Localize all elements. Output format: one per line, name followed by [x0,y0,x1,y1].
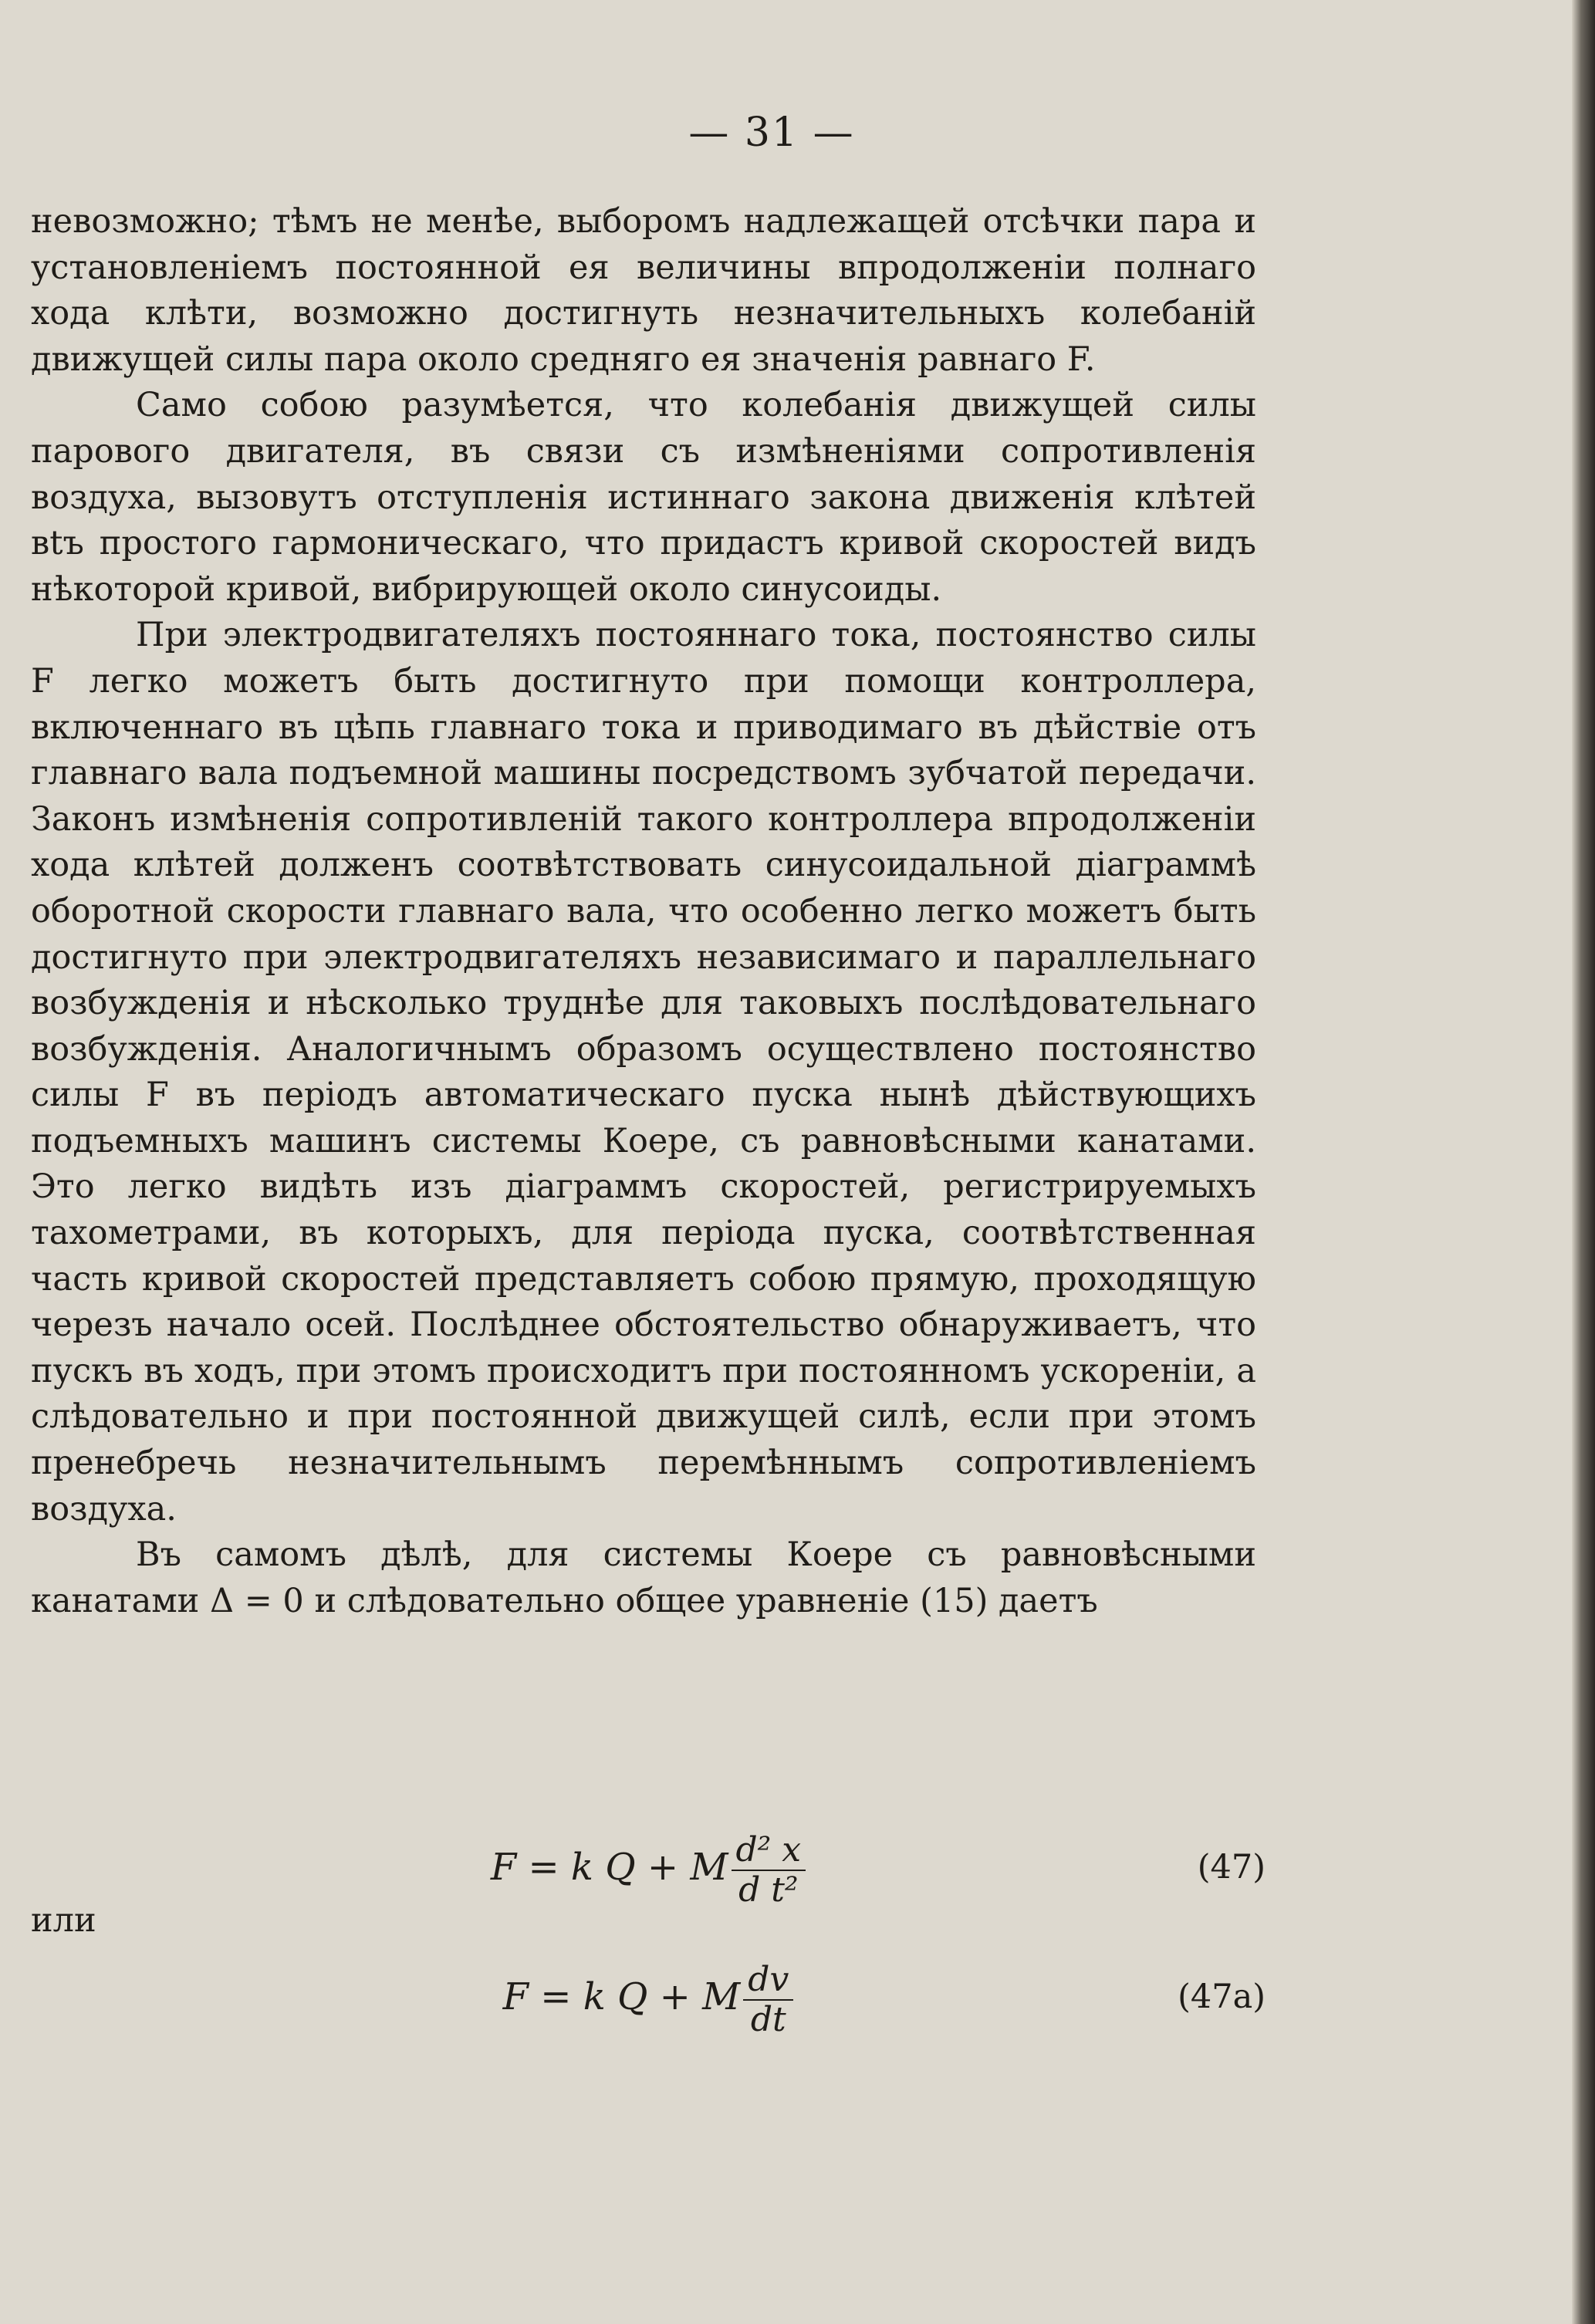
page-number: — 31 — [688,110,855,156]
body-text [31,199,1256,1624]
paragraph-3: При электродвигателяхъ постояннаго тока, постоянство силы F легко можетъ быть достигнуто при помощи контроллера, включеннаго въ цѣпь главнаго тока и приводимаго въ дѣйствіе отъ главнаго вала подъемной машины посредствомъ зубчатой передачи. Законъ измѣненія сопротивленій такого контроллера впродолженіи хода клѣтей долженъ соотвѣтствовать синусоидальной діаграммѣ оборотной скорости главнаго вала, что особенно легко можетъ быть достигнуто при электродвигателяхъ независимаго и параллельнаго возбужденія и нѣсколько труднѣе для таковыхъ послѣдовательнаго возбужденія. Аналогичнымъ образомъ осуществлено постоянство силы F въ періодъ автоматическаго пуска нынѣ дѣйствующихъ подъемныхъ машинъ системы Коере, съ равновѣсными канатами. Это легко видѣть изъ діаграммъ скоростей, регистрируемыхъ тахометрами, въ которыхъ, для періода пуска, соотвѣтственная часть кривой скоростей представляетъ собою прямую, проходящую черезъ начало осей. Послѣднее обстоятельство обнаруживаетъ, что пускъ въ ходъ, при этомъ происходитъ при постоянномъ ускореніи, а слѣдовательно и при постоянной движущей силѣ, если при этомъ пренебречь незначительнымъ перемѣннымъ сопротивленіемъ воздуха. [31,616,1256,1529]
equation-47a-numerator: dv [743,1961,793,2001]
equation-47a-label: (47а) [1178,1978,1266,2016]
equation-47-fraction [732,1831,806,1910]
equation-47-denominator: d t² [738,1870,799,1910]
equation-47-formula [31,1825,1266,1910]
equation-47-lhs: F = k Q + M [490,1846,728,1889]
scan-edge-shadow [1572,0,1595,2324]
equation-47a-fraction [743,1961,793,2039]
paragraph-1: невозможно; тѣмъ не менѣе, выборомъ надлежащей отсѣчки пара и установленіемъ постоянной ея величины впродолженіи полнаго хода клѣти, возможно достигнуть незначительныхъ колебаній движущей силы пара около средняго ея значенія равнаго F. [31,202,1256,379]
equation-47a-formula [31,1954,1266,2039]
equation-47a-lhs: F = k Q + M [502,1975,741,2018]
equation-47-label: (47) [1197,1848,1266,1887]
connector-word: или [31,1901,96,1940]
equation-47a [31,1954,1266,2039]
paragraph-4: Въ самомъ дѣлѣ, для системы Коере съ равновѣсными канатами Δ = 0 и слѣдовательно общее уравненіе (15) даетъ [31,1535,1256,1620]
equation-47-numerator: d² x [732,1831,806,1871]
equation-47 [31,1825,1266,1910]
paragraph-2: Само собою разумѣется, что колебанія движущей силы парового двигателя, въ связи съ измѣненіями сопротивленія воздуха, вызовутъ отступленія истиннаго закона движенія клѣтей вtъ простого гармоническаго, что придастъ кривой скоростей видъ нѣкоторой кривой, вибрирующей около синусоиды. [31,386,1256,609]
equation-47a-denominator: dt [750,1999,786,2039]
